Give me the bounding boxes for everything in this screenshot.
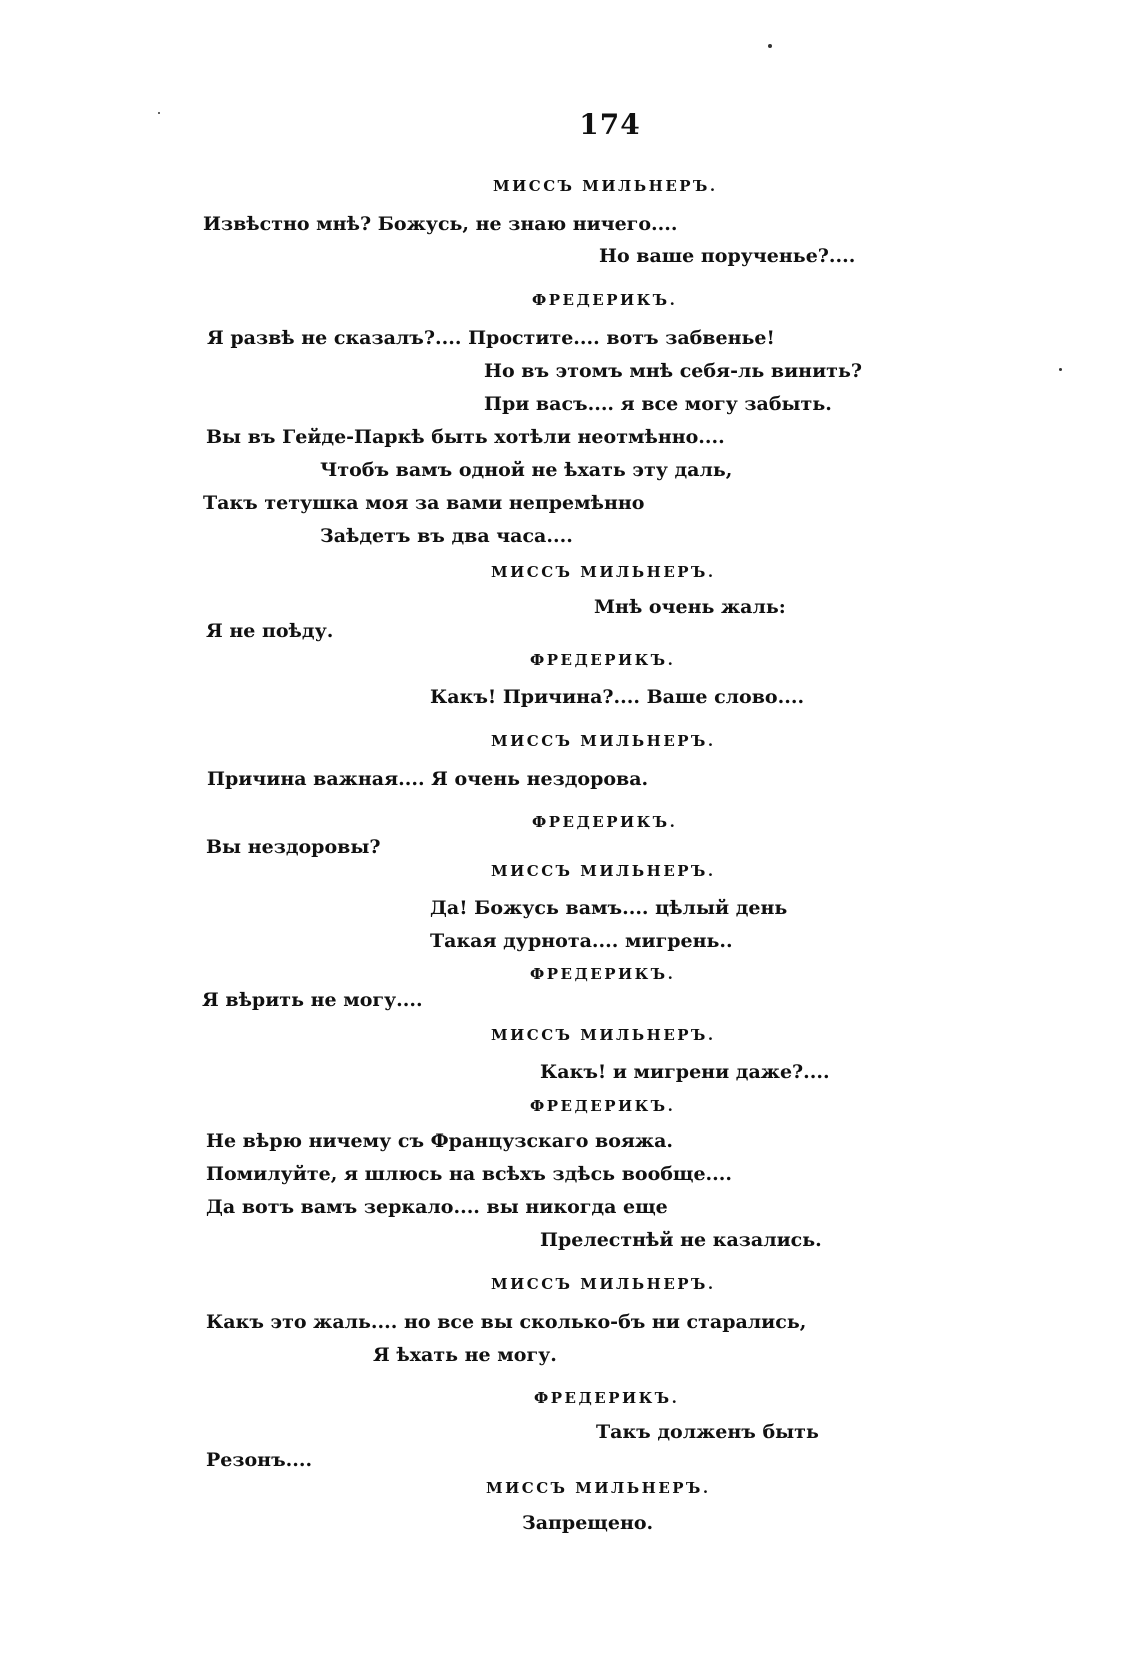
verse-line: Да! Божусь вамъ.... цѣлый день xyxy=(430,897,788,919)
verse-line: Да вотъ вамъ зеркало.... вы никогда еще xyxy=(206,1196,668,1218)
verse-line: Какъ это жаль.... но все вы сколько-бъ ни старались, xyxy=(206,1311,807,1333)
paper-speck xyxy=(768,44,772,48)
verse-line: Такъ долженъ быть xyxy=(596,1421,819,1443)
verse-line: Запрещено. xyxy=(522,1512,654,1534)
speaker-heading: ФРЕДЕРИКЪ. xyxy=(534,1389,680,1407)
paper-speck xyxy=(1059,368,1062,371)
paper-speck xyxy=(158,112,160,114)
verse-line: Вы въ Гейде-Паркѣ быть хотѣли неотмѣнно.... xyxy=(206,426,725,448)
verse-line: Такая дурнота.... мигрень.. xyxy=(430,930,733,952)
verse-line: Но въ этомъ мнѣ себя-ль винить? xyxy=(484,360,862,382)
speaker-heading: МИССЪ МИЛЬНЕРЪ. xyxy=(491,862,716,880)
page-number: 174 xyxy=(579,108,641,141)
speaker-heading: МИССЪ МИЛЬНЕРЪ. xyxy=(491,1275,716,1293)
verse-line: Какъ! Причина?.... Ваше слово.... xyxy=(430,686,805,708)
verse-line: Какъ! и мигрени даже?.... xyxy=(540,1061,830,1083)
speaker-heading: ФРЕДЕРИКЪ. xyxy=(530,965,676,983)
verse-line: Чтобъ вамъ одной не ѣхать эту даль, xyxy=(320,459,733,481)
verse-line: Заѣдетъ въ два часа.... xyxy=(320,525,573,547)
verse-line: Причина важная.... Я очень нездорова. xyxy=(207,768,649,790)
verse-line: Я вѣрить не могу.... xyxy=(202,989,423,1011)
speaker-heading: МИССЪ МИЛЬНЕРЪ. xyxy=(491,563,716,581)
verse-line: Извѣстно мнѣ? Божусь, не знаю ничего.... xyxy=(203,213,678,235)
verse-line: Не вѣрю ничему съ Французскаго вояжа. xyxy=(206,1130,674,1152)
verse-line: Резонъ.... xyxy=(206,1449,313,1471)
speaker-heading: ФРЕДЕРИКЪ. xyxy=(532,291,678,309)
speaker-heading: МИССЪ МИЛЬНЕРЪ. xyxy=(491,1026,716,1044)
verse-line: Такъ тетушка моя за вами непремѣнно xyxy=(203,492,645,514)
speaker-heading: ФРЕДЕРИКЪ. xyxy=(532,813,678,831)
speaker-heading: ФРЕДЕРИКЪ. xyxy=(530,651,676,669)
verse-line: Вы нездоровы? xyxy=(206,836,381,858)
verse-line: Но ваше порученье?.... xyxy=(599,245,856,267)
speaker-heading: ФРЕДЕРИКЪ. xyxy=(530,1097,676,1115)
speaker-heading: МИССЪ МИЛЬНЕРЪ. xyxy=(486,1479,711,1497)
verse-line: При васъ.... я все могу забыть. xyxy=(484,393,832,415)
verse-line: Помилуйте, я шлюсь на всѣхъ здѣсь вообще.... xyxy=(206,1163,733,1185)
verse-line: Прелестнѣй не казались. xyxy=(540,1229,822,1251)
verse-line: Я не поѣду. xyxy=(206,620,334,642)
verse-line: Я ѣхать не могу. xyxy=(373,1344,557,1366)
verse-line: Мнѣ очень жаль: xyxy=(594,596,786,618)
speaker-heading: МИССЪ МИЛЬНЕРЪ. xyxy=(491,732,716,750)
speaker-heading: МИССЪ МИЛЬНЕРЪ. xyxy=(493,177,718,195)
verse-line: Я развѣ не сказалъ?.... Простите.... вотъ забвенье! xyxy=(207,327,775,349)
